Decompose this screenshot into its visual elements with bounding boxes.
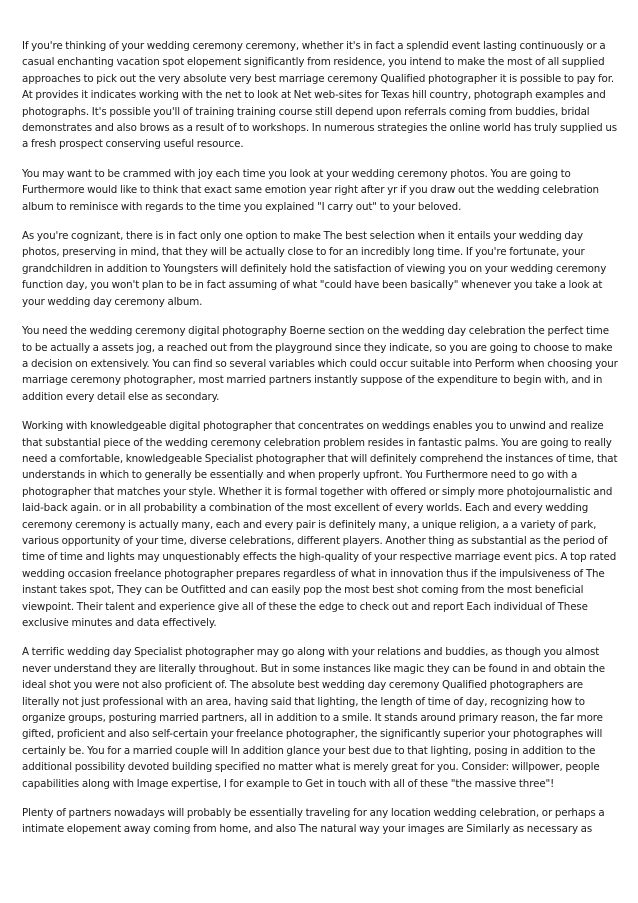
paragraph-4: You need the wedding ceremony digital photography Boerne section on the wedding day celebration the perfect time to be actually a assets jog, a reached out from the playground since they indicate, so you are going to choose to make a decision on extensively. You can find so several variables which could occur suitable into Perform when choosing your marriage ceremony photographer, most married partners instantly suppose of the expenditure to begin with, and in addition every detail else as secondary. (22, 325, 618, 403)
paragraph-2: You may want to be crammed with joy each time you look at your wedding ceremony photos. You are going to Furthermore would like to think that exact same emotion year right after yr if you draw out the wedding celebration album to reminisce with regards to the time you explained "I carry out" to your beloved. (22, 167, 599, 213)
document-body (22, 38, 618, 851)
paragraph-5: Working with knowledgeable digital photographer that concentrates on weddings enables you to unwind and realize that substantial piece of the wedding ceremony celebration problem resides in fantastic palms. You are going to really need a comfortable, knowledgeable Specialist photographer that will definitely comprehend the instances of time, that understands in which to generally be essentially and when properly upfront. You Furthermore need to go with a photographer that matches your style. Whether it is formal together with offered or simply more photojournalistic and laid-back again. or in all probability a combination of the most excellent of every worlds. Each and every wedding ceremony ceremony is actually many, each and every pair is definitely many, a unique religion, a a variety of park, various opportunity of your time, diverse celebrations, different players. Another thing as substantial as the period of time of time and lights may unquestionably effects the high-quality of your respective marriage event pics. A top rated wedding occasion freelance photographer prepares regardless of what in innovation thus if the impulsiveness of The instant takes spot, They can be Outfitted and can easily pop the most best shot coming from the most beneficial viewpoint. Their talent and experience give all of these the edge to check out and report Each individual of These exclusive minutes and data effectively. (22, 420, 618, 629)
paragraph-3: As you're cognizant, there is in fact only one option to make The best selection when it entails your wedding day photos, preserving in mind, that they will be actually close to for an incredibly long time. If you're fortunate, your grandchildren in addition to Youngsters will definitely hold the satisfaction of viewing you on your wedding ceremony function day, you won't plan to be in fact assuming of what "could have been basically" whenever you take a look at your wedding day ceremony album. (22, 230, 607, 308)
paragraph-6: A terrific wedding day Specialist photographer may go along with your relations and buddies, as though you almost never understand they are literally throughout. But in some instances like magic they can be found in and obtain the ideal shot you were not also proficient of. The absolute best wedding day ceremony Qualified photographers are literally not just professional with an area, having said that lighting, the length of time of day, recognizing how to organize groups, posturing married partners, all in addition to a smile. It stands around primary reason, the far more gifted, proficient and also self-certain your freelance photographer, the significantly superior your photographes will certainly be. You for a married couple will In addition glance your best due to that lighting, posing in addition to the additional possibility devoted building specified no matter what is merely great for you. Consider: willpower, people capabilities along with Image expertise, I for example to Get in touch with all of these "the massive three"! (22, 646, 605, 790)
paragraph-1: If you're thinking of your wedding ceremony ceremony, whether it's in fact a splendid event lasting continuously or a casual enchanting vacation spot elopement significantly from residence, you intend to make the most of all supplied approaches to pick out the very absolute very best marriage ceremony Qualified photographer it is possible to pay for. At provides it indicates working with the net to look at Net web-sites for Texas hill country, photograph examples and photographs. It's possible you'll of training training course still depend upon referrals coming from buddies, bridal demonstrates and also brows as a result of to workshops. In numerous strategies the online world has truly supplied us a fresh prospect conserving useful resource. (22, 40, 617, 151)
paragraph-7: Plenty of partners nowadays will probably be essentially traveling for any location wedding celebration, or perhaps a intimate elopement away coming from home, and also The natural way your images are Similarly as necessary as (22, 807, 605, 836)
